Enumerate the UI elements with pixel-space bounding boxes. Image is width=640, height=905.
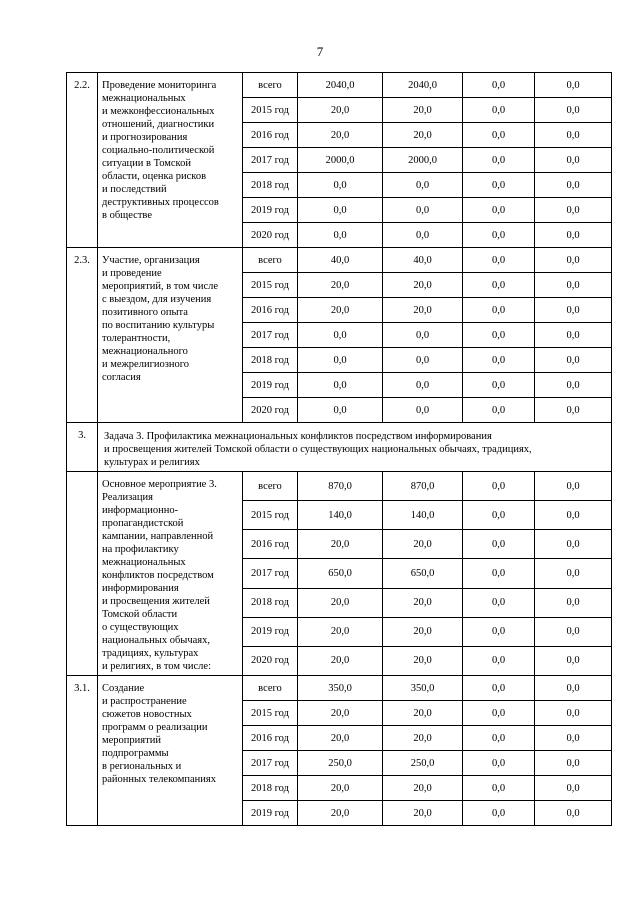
description-line: и просвещения жителей <box>102 596 210 607</box>
value-cell: 0,0 <box>463 617 535 646</box>
value-cell: 0,0 <box>463 559 535 588</box>
value-cell: 20,0 <box>383 726 463 751</box>
description-line: толерантности, <box>102 333 171 344</box>
period-cell: 2020 год <box>243 646 298 675</box>
value-cell: 0,0 <box>535 173 612 198</box>
value-cell: 0,0 <box>535 198 612 223</box>
value-cell: 20,0 <box>298 726 383 751</box>
value-cell: 0,0 <box>463 501 535 530</box>
description-line: информирования <box>102 583 179 594</box>
description-line: и прогнозирования <box>102 132 188 143</box>
period-cell: 2015 год <box>243 501 298 530</box>
value-cell: 0,0 <box>463 751 535 776</box>
description-line: Основное мероприятие 3. <box>102 479 217 490</box>
period-cell: 2016 год <box>243 123 298 148</box>
value-cell: 0,0 <box>535 398 612 423</box>
value-cell: 0,0 <box>535 98 612 123</box>
description-line: и религиях, в том числе: <box>102 661 211 672</box>
value-cell: 0,0 <box>383 398 463 423</box>
value-cell: 0,0 <box>383 373 463 398</box>
item-description <box>98 73 243 248</box>
value-cell: 0,0 <box>535 701 612 726</box>
description-line: отношений, диагностики <box>102 119 215 130</box>
value-cell: 0,0 <box>535 223 612 248</box>
value-cell: 0,0 <box>298 348 383 373</box>
value-cell: 0,0 <box>535 123 612 148</box>
value-cell: 20,0 <box>298 530 383 559</box>
value-cell: 40,0 <box>298 248 383 273</box>
value-cell: 0,0 <box>535 73 612 98</box>
value-cell: 20,0 <box>383 701 463 726</box>
description-line: мероприятий <box>102 735 161 746</box>
value-cell: 20,0 <box>298 588 383 617</box>
value-cell: 0,0 <box>535 273 612 298</box>
value-cell: 0,0 <box>298 198 383 223</box>
value-cell: 0,0 <box>463 373 535 398</box>
period-cell: всего <box>243 676 298 701</box>
period-cell: 2016 год <box>243 530 298 559</box>
period-cell: 2019 год <box>243 198 298 223</box>
description-line: и межрелигиозного <box>102 359 190 370</box>
period-cell: 2017 год <box>243 323 298 348</box>
value-cell: 2040,0 <box>383 73 463 98</box>
item-number: 2.2. <box>67 73 98 248</box>
period-cell: 2019 год <box>243 373 298 398</box>
value-cell: 0,0 <box>535 501 612 530</box>
description-line: межнациональных <box>102 93 186 104</box>
value-cell: 870,0 <box>383 472 463 501</box>
value-cell: 20,0 <box>383 273 463 298</box>
item-number: 2.3. <box>67 248 98 423</box>
value-cell: 0,0 <box>463 676 535 701</box>
task-line: Задача 3. Профилактика межнациональных конфликтов посредством информирования <box>104 431 492 442</box>
description-line: сюжетов новостных <box>102 709 192 720</box>
value-cell: 0,0 <box>383 173 463 198</box>
value-cell: 0,0 <box>535 530 612 559</box>
period-cell: 2015 год <box>243 98 298 123</box>
period-cell: 2020 год <box>243 398 298 423</box>
value-cell: 250,0 <box>383 751 463 776</box>
description-line: Томской области <box>102 609 178 620</box>
value-cell: 0,0 <box>535 646 612 675</box>
description-line: и распространение <box>102 696 187 707</box>
value-cell: 140,0 <box>383 501 463 530</box>
value-cell: 0,0 <box>535 751 612 776</box>
description-line: программ о реализации <box>102 722 208 733</box>
table-row <box>67 676 612 701</box>
value-cell: 20,0 <box>383 776 463 801</box>
description-line: межнационального <box>102 346 188 357</box>
value-cell: 0,0 <box>535 348 612 373</box>
value-cell: 20,0 <box>298 298 383 323</box>
period-cell: 2019 год <box>243 617 298 646</box>
period-cell: 2018 год <box>243 348 298 373</box>
item-description <box>98 248 243 423</box>
description-line: национальных обычаях, <box>102 635 211 646</box>
value-cell: 0,0 <box>463 701 535 726</box>
page-number: 7 <box>316 44 324 59</box>
value-cell: 350,0 <box>298 676 383 701</box>
item-description <box>98 676 243 826</box>
value-cell: 650,0 <box>298 559 383 588</box>
value-cell: 0,0 <box>463 726 535 751</box>
value-cell: 20,0 <box>383 298 463 323</box>
value-cell: 0,0 <box>298 398 383 423</box>
description-line: межнациональных <box>102 557 186 568</box>
value-cell: 0,0 <box>535 298 612 323</box>
value-cell: 0,0 <box>463 776 535 801</box>
value-cell: 20,0 <box>298 123 383 148</box>
value-cell: 650,0 <box>383 559 463 588</box>
period-cell: 2018 год <box>243 588 298 617</box>
value-cell: 0,0 <box>463 198 535 223</box>
description-line: в региональных и <box>102 761 182 772</box>
value-cell: 0,0 <box>463 223 535 248</box>
value-cell: 0,0 <box>535 801 612 826</box>
value-cell: 20,0 <box>298 701 383 726</box>
value-cell: 0,0 <box>298 173 383 198</box>
table-row <box>67 472 612 501</box>
value-cell: 0,0 <box>383 323 463 348</box>
value-cell: 0,0 <box>535 726 612 751</box>
value-cell: 0,0 <box>463 801 535 826</box>
description-line: мероприятий, в том числе <box>102 281 219 292</box>
value-cell: 0,0 <box>383 223 463 248</box>
period-cell: 2017 год <box>243 751 298 776</box>
description-line: о существующих <box>102 622 179 633</box>
value-cell: 0,0 <box>463 73 535 98</box>
period-cell: всего <box>243 248 298 273</box>
value-cell: 0,0 <box>463 530 535 559</box>
description-line: на профилактику <box>102 544 179 555</box>
value-cell: 20,0 <box>383 617 463 646</box>
value-cell: 0,0 <box>463 98 535 123</box>
value-cell: 20,0 <box>383 530 463 559</box>
description-line: с выездом, для изучения <box>102 294 212 305</box>
description-line: Проведение мониторинга <box>102 80 217 91</box>
period-cell: 2016 год <box>243 726 298 751</box>
description-line: Реализация <box>102 492 153 503</box>
description-line: Участие, организация <box>102 255 200 266</box>
period-cell: 2016 год <box>243 298 298 323</box>
value-cell: 0,0 <box>463 123 535 148</box>
value-cell: 870,0 <box>298 472 383 501</box>
value-cell: 20,0 <box>298 98 383 123</box>
description-line: деструктивных процессов <box>102 197 219 208</box>
description-line: районных телекомпаниях <box>102 774 216 785</box>
value-cell: 2000,0 <box>298 148 383 173</box>
value-cell: 350,0 <box>383 676 463 701</box>
period-cell: всего <box>243 472 298 501</box>
item-number <box>67 472 98 676</box>
value-cell: 0,0 <box>383 198 463 223</box>
table-row <box>67 248 612 273</box>
description-line: и межконфессиональных <box>102 106 215 117</box>
period-cell: 2015 год <box>243 701 298 726</box>
task-number: 3. <box>67 423 98 472</box>
period-cell: всего <box>243 73 298 98</box>
value-cell: 0,0 <box>463 472 535 501</box>
value-cell: 0,0 <box>298 373 383 398</box>
description-line: информационно- <box>102 505 179 516</box>
item-number: 3.1. <box>67 676 98 826</box>
value-cell: 0,0 <box>463 398 535 423</box>
budget-table <box>66 72 612 826</box>
period-cell: 2019 год <box>243 801 298 826</box>
description-line: и проведение <box>102 268 162 279</box>
value-cell: 0,0 <box>298 323 383 348</box>
value-cell: 20,0 <box>298 776 383 801</box>
value-cell: 20,0 <box>383 801 463 826</box>
description-line: позитивного опыта <box>102 307 188 318</box>
description-line: подпрограммы <box>102 748 169 759</box>
description-line: Создание <box>102 683 145 694</box>
value-cell: 0,0 <box>535 588 612 617</box>
value-cell: 2040,0 <box>298 73 383 98</box>
value-cell: 20,0 <box>298 617 383 646</box>
value-cell: 20,0 <box>298 646 383 675</box>
value-cell: 0,0 <box>535 776 612 801</box>
value-cell: 140,0 <box>298 501 383 530</box>
description-line: по воспитанию культуры <box>102 320 215 331</box>
value-cell: 0,0 <box>463 348 535 373</box>
value-cell: 0,0 <box>463 646 535 675</box>
task-row <box>67 423 612 472</box>
description-line: кампании, направленной <box>102 531 214 542</box>
period-cell: 2017 год <box>243 148 298 173</box>
value-cell: 0,0 <box>463 273 535 298</box>
description-line: конфликтов посредством <box>102 570 214 581</box>
description-line: области, оценка рисков <box>102 171 207 182</box>
value-cell: 40,0 <box>383 248 463 273</box>
value-cell: 0,0 <box>463 588 535 617</box>
value-cell: 250,0 <box>298 751 383 776</box>
value-cell: 20,0 <box>298 801 383 826</box>
value-cell: 0,0 <box>383 348 463 373</box>
task-title <box>98 423 612 472</box>
value-cell: 0,0 <box>535 559 612 588</box>
value-cell: 0,0 <box>535 323 612 348</box>
description-line: и последствий <box>102 184 167 195</box>
task-line: культурах и религиях <box>104 457 200 468</box>
description-line: пропагандистской <box>102 518 184 529</box>
value-cell: 20,0 <box>383 98 463 123</box>
period-cell: 2015 год <box>243 273 298 298</box>
task-line: и просвещения жителей Томской области о существующих национальных обычаях, традициях, <box>104 444 532 455</box>
value-cell: 0,0 <box>463 248 535 273</box>
value-cell: 0,0 <box>535 373 612 398</box>
value-cell: 0,0 <box>298 223 383 248</box>
value-cell: 2000,0 <box>383 148 463 173</box>
item-description <box>98 472 243 676</box>
period-cell: 2018 год <box>243 776 298 801</box>
value-cell: 0,0 <box>535 148 612 173</box>
value-cell: 20,0 <box>383 646 463 675</box>
value-cell: 0,0 <box>463 298 535 323</box>
value-cell: 20,0 <box>383 588 463 617</box>
value-cell: 0,0 <box>463 148 535 173</box>
value-cell: 20,0 <box>383 123 463 148</box>
value-cell: 0,0 <box>535 248 612 273</box>
period-cell: 2020 год <box>243 223 298 248</box>
description-line: социально-политической <box>102 145 215 156</box>
description-line: согласия <box>102 372 141 383</box>
value-cell: 0,0 <box>535 617 612 646</box>
description-line: ситуации в Томской <box>102 158 191 169</box>
description-line: традициях, культурах <box>102 648 199 659</box>
description-line: в обществе <box>102 210 152 221</box>
value-cell: 0,0 <box>535 676 612 701</box>
period-cell: 2017 год <box>243 559 298 588</box>
table-row <box>67 73 612 98</box>
period-cell: 2018 год <box>243 173 298 198</box>
value-cell: 0,0 <box>463 323 535 348</box>
value-cell: 0,0 <box>535 472 612 501</box>
value-cell: 0,0 <box>463 173 535 198</box>
value-cell: 20,0 <box>298 273 383 298</box>
